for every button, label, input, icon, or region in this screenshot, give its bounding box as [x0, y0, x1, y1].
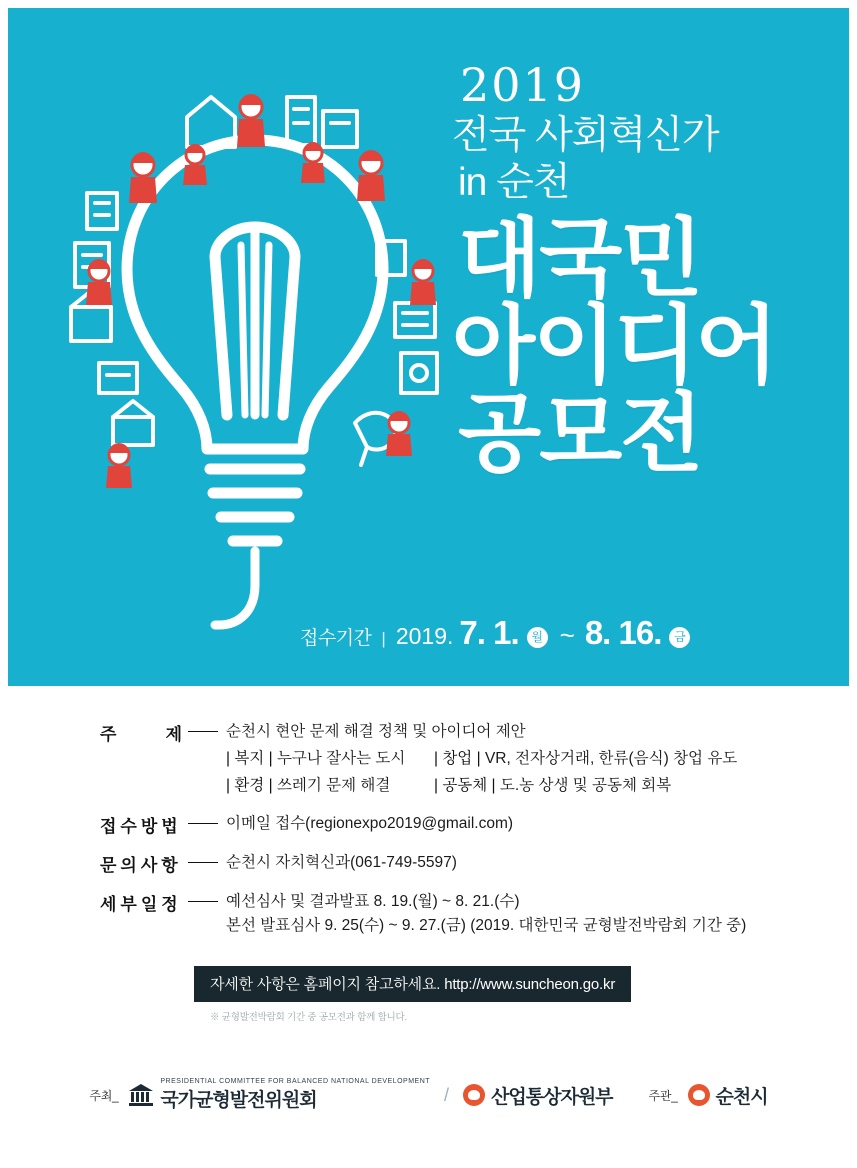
footnote-text: ※ 균형발전박람회 기간 중 공모전과 함께 합니다. [210, 1012, 407, 1024]
headline-main-line3: 공모전 [458, 386, 702, 483]
submission-start-date: 7. 1. [459, 614, 519, 651]
organizer-logo [688, 1082, 768, 1109]
info-label-submission-method: 접수방법 [100, 817, 182, 837]
topic-category-line-2 [226, 774, 857, 798]
info-dash-schedule [188, 901, 218, 902]
host-logo [128, 1078, 430, 1112]
info-body-topic [226, 720, 857, 798]
topic-category-environment-key: | 환경 | [226, 777, 273, 795]
schedule-preliminary: 예선심사 및 결과발표 8. 19.(월) ~ 8. 21.(수) [226, 893, 520, 911]
info-section [0, 720, 857, 1023]
topic-category-welfare-value: 누구나 잘사는 도시 [276, 750, 406, 768]
submission-period-divider: | [381, 629, 386, 648]
topic-category-community-value: 도.농 상생 및 공동체 회복 [499, 777, 672, 795]
info-body-contact [226, 851, 857, 875]
footer-host-label: 주최_ [89, 1088, 119, 1103]
submission-end-day-chip: 금 [669, 627, 690, 648]
info-label-topic-char1: 주 [100, 725, 117, 744]
footer-separator: / [444, 1084, 450, 1105]
info-dash-submission-method [188, 823, 218, 824]
submission-end-date: 8. 16. [584, 614, 662, 651]
host-name-main: 국가균형발전위원회 [160, 1090, 317, 1111]
info-body-submission-method [226, 812, 857, 836]
info-label-contact: 문의사항 [100, 856, 182, 876]
topic-category-community-key: | 공동체 | [434, 777, 496, 795]
info-label-schedule: 세부일정 [100, 895, 182, 915]
info-body-schedule [226, 890, 857, 938]
info-row-submission-method [0, 812, 857, 837]
info-label-topic-char2: 제 [165, 725, 182, 744]
schedule-final: 본선 발표심사 9. 25(수) ~ 9. 27.(금) (2019. 대한민국 균형발전박람회 기간 중) [226, 917, 747, 935]
info-row-schedule [0, 890, 857, 938]
host-name-sub: PRESIDENTIAL COMMITTEE FOR BALANCED NATIONAL DEVELOPMENT [160, 1078, 431, 1085]
footer-logos [0, 1078, 857, 1112]
submission-period [300, 614, 820, 652]
submission-period-year: 2019. [395, 623, 454, 649]
submission-method-text: 이메일 접수(regionexpo2019@gmail.com) [226, 815, 514, 833]
topic-category-startup-value: VR, 전자상거래, 한류(음식) 창업 유도 [484, 750, 738, 768]
ministry-logo [463, 1082, 612, 1109]
government-building-icon [128, 1083, 154, 1107]
submission-start-day-chip: 월 [527, 627, 548, 648]
headline-year: 2019 [460, 58, 586, 112]
topic-category-welfare [226, 747, 434, 771]
submission-period-label: 접수기간 [300, 628, 372, 649]
headline-subtitle-line2: in 순천 [458, 160, 570, 204]
headline-subtitle-line1: 전국 사회혁신가 [452, 114, 719, 157]
topic-category-community [434, 774, 671, 798]
info-row-contact [0, 851, 857, 876]
topic-category-environment-value: 쓰레기 문제 해결 [276, 777, 391, 795]
headline-main-line1: 대국민 [458, 210, 702, 307]
headline-main-line2: 아이디어 [452, 298, 777, 395]
suncheon-emblem-icon [688, 1084, 710, 1106]
info-label-topic [100, 720, 188, 745]
homepage-notice-bar[interactable]: 자세한 사항은 홈페이지 참고하세요. http://www.suncheon.go.kr [194, 966, 631, 1002]
topic-category-welfare-key: | 복지 | [226, 750, 273, 768]
topic-category-startup-key: | 창업 | [434, 750, 481, 768]
info-dash-topic [188, 731, 218, 732]
host-name [160, 1078, 430, 1112]
footer-organizer-label: 주관_ [648, 1088, 678, 1103]
topic-category-startup [434, 747, 737, 771]
ministry-name: 산업통상자원부 [491, 1086, 613, 1108]
topic-category-environment [226, 774, 434, 798]
info-row-topic [0, 720, 857, 798]
topic-category-line-1 [226, 747, 857, 771]
contact-text: 순천시 자치혁신과(061-749-5597) [226, 854, 457, 872]
submission-period-tilde: ~ [559, 620, 575, 650]
ministry-emblem-icon [463, 1084, 485, 1106]
headline-block [438, 58, 838, 483]
lightbulb-illustration [55, 45, 455, 665]
topic-main-text: 순천시 현안 문제 해결 정책 및 아이디어 제안 [226, 723, 526, 740]
organizer-name: 순천시 [715, 1086, 768, 1108]
info-dash-contact [188, 862, 218, 863]
